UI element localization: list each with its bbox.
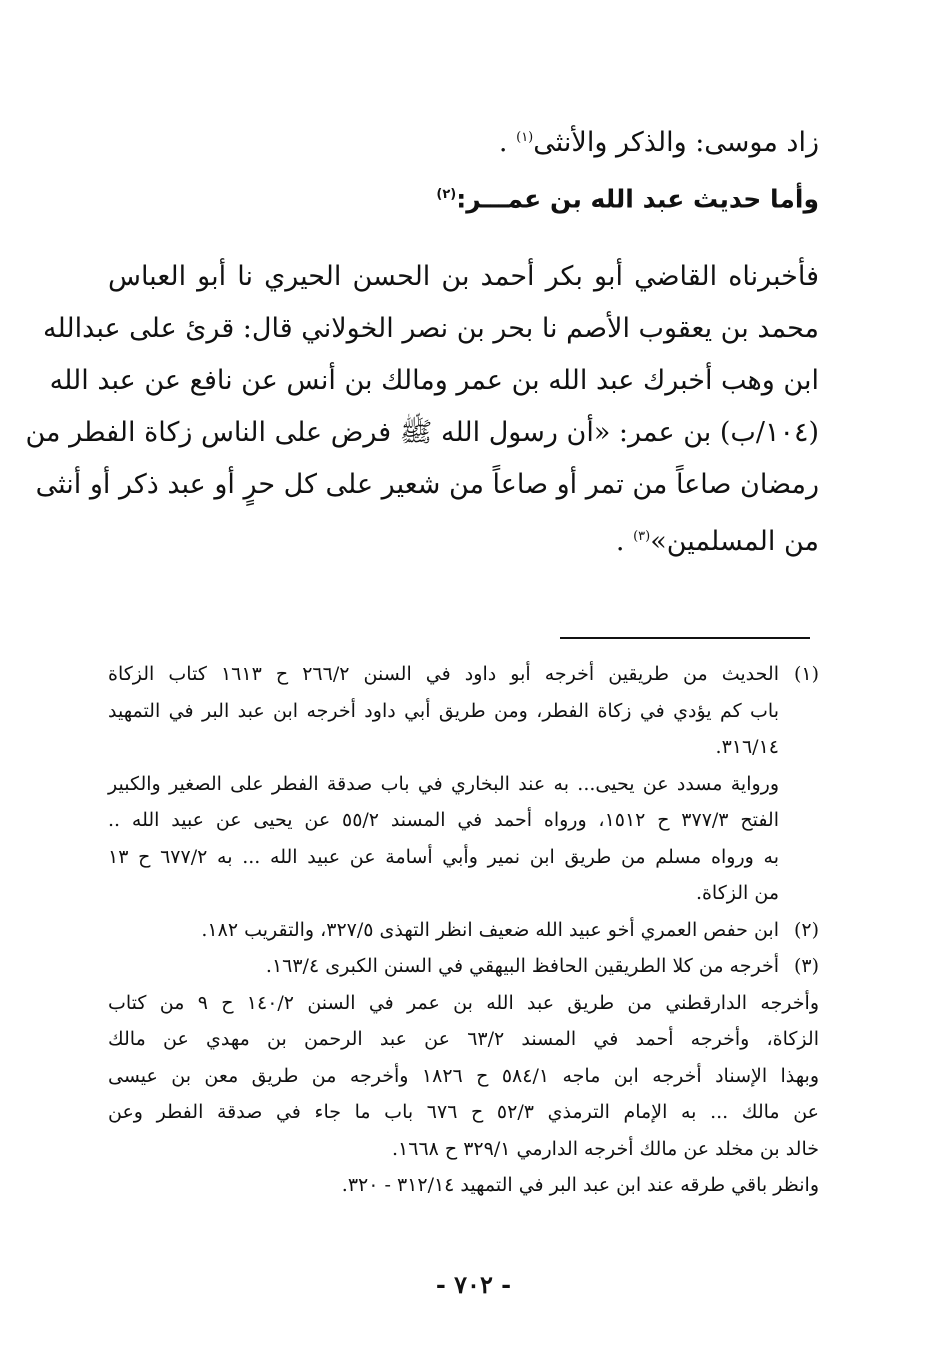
footnote-3-number: (٣) — [793, 955, 819, 977]
footnote-3-cont-1: وأخرجه الدارقطني من طريق عبد الله بن عمر في السنن ١٤٠/٢ ح ٩ من كتاب — [108, 991, 819, 1014]
main-line-4: محمد بن يعقوب الأصم نا بحر بن نصر الخولاني قال: قرئ على عبدالله — [43, 313, 819, 345]
footnote-1-text-1: الحديث من طريقين أخرجه أبو داود في السنن ٢٦٦/٢ ح ١٦١٣ كتاب الزكاة — [108, 663, 779, 685]
main-line-1-period: . — [498, 127, 508, 158]
footnotes — [108, 656, 819, 1204]
footnote-1-cont-2: الفتح ٣٧٧/٣ ح ١٥١٢، ورواه أحمد في المسند ٥٥/٢ عن يحيى عن عبيد الله .. — [108, 809, 780, 831]
footnote-2-number: (٢) — [793, 918, 819, 941]
footnote-1-cont-4: من الزكاة. — [695, 882, 779, 904]
footnote-1-line-2: باب كم يؤدي في زكاة الفطر، ومن طريق أبي داود أخرجه ابن عبد البر في التمهيد — [108, 699, 779, 722]
footnote-2 — [108, 912, 819, 949]
footnote-3-cont-2: الزكاة، وأخرجه أحمد في المسند ٦٣/٢ عن عبد الرحمن بن مهدي عن مالك — [108, 1028, 819, 1050]
footnote-3-cont-4: عن مالك ... به الإمام الترمذي ٥٢/٣ ح ٦٧٦ باب ما جاء في صدقة الفطر وعن — [108, 1101, 819, 1123]
page-number: - ٧٠٢ - — [435, 1270, 512, 1299]
footnote-3-line-1 — [108, 948, 819, 985]
footnote-1-number: (١) — [793, 663, 819, 685]
footnote-1-line-3: ٣١٦/١٤. — [715, 736, 779, 758]
footnote-ref-3[interactable]: (٣) — [633, 529, 651, 545]
footnote-3-text: أخرجه من كلا الطريقين الحافظ البيهقي في السنن الكبرى ١٦٣/٤. — [265, 955, 779, 977]
footnote-2-text: ابن حفص العمري أخو عبيد الله ضعيف انظر التهذى ٣٢٧/٥، والتقريب ١٨٢. — [201, 918, 779, 941]
main-text — [25, 112, 819, 568]
footnote-1-cont-1: ورواية مسدد عن يحيى... به عند البخاري في باب صدقة الفطر على الصغير والكبير — [108, 772, 779, 795]
footnote-3-cont-6: وانظر باقي طرقه عند ابن عبد البر في التمهيد ٣١٢/١٤ - ٣٢٠. — [341, 1174, 819, 1196]
section-heading — [108, 169, 819, 225]
footnote-3-cont-3: وبهذا الإسناد أخرجه ابن ماجه ٥٨٤/١ ح ١٨٢٦ وأخرجه من طريق معن بن عيسى — [108, 1064, 819, 1087]
main-line-1-text: زاد موسى: والذكر والأنثى — [533, 127, 819, 158]
main-line-3: فأخبرناه القاضي أبو بكر أحمد بن الحسن الحيري نا أبو العباس — [108, 261, 819, 293]
footnote-ref-2[interactable]: (٢) — [436, 187, 457, 202]
main-line-6: (١٠٤/ب) بن عمر: «أن رسول الله ﷺ فرض على الناس زكاة الفطر من — [25, 417, 819, 449]
main-line-5: ابن وهب أخبرك عبد الله بن عمر ومالك بن أنس عن نافع عن عبد الله — [49, 365, 819, 397]
main-line-8 — [108, 511, 819, 568]
footnote-1-cont-3: به ورواه مسلم من طريق ابن نمير وأبي أسامة عن عبيد الله ... به ٦٧٧/٢ ح ١٣ — [108, 845, 779, 868]
main-line-8-period: . — [615, 526, 625, 558]
main-line-7: رمضان صاعاً من تمر أو صاعاً من شعير على كل حرٍ أو عبد ذكر أو أنثى — [35, 469, 819, 501]
footnote-3-cont-5: خالد بن مخلد عن مالك أخرجه الدارمي ٣٢٩/١ ح ١٦٦٨. — [392, 1137, 819, 1160]
footnote-ref-1[interactable]: (١) — [516, 130, 534, 145]
footnote-divider — [560, 637, 810, 639]
footnote-1-line-1 — [108, 656, 819, 693]
main-line-8-text: من المسلمين» — [650, 526, 819, 558]
section-heading-text: وأما حديث عبد الله بن عمـــر: — [456, 184, 819, 214]
main-line-1 — [108, 112, 819, 169]
